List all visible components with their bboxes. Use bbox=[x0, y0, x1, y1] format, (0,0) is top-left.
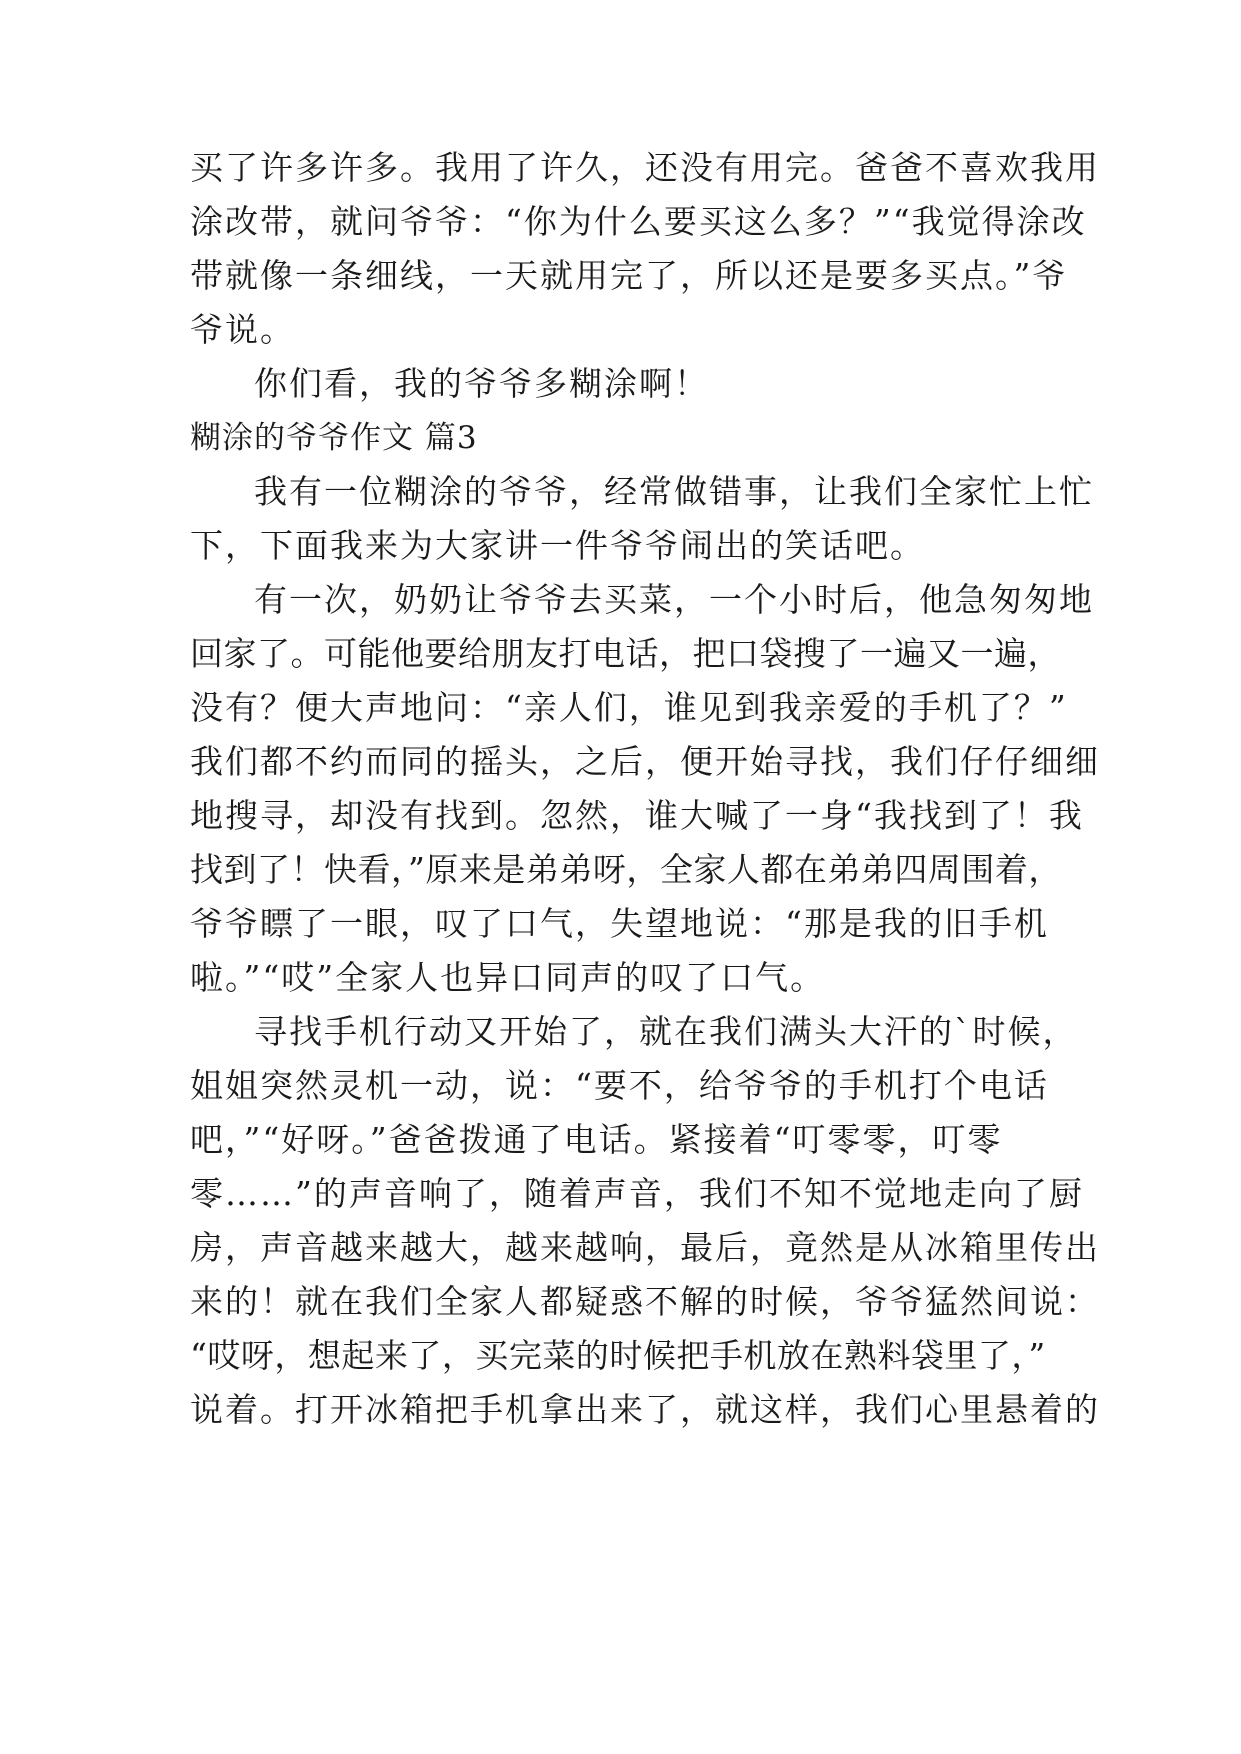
text-line: 爷爷瞟了一眼，叹了口气，失望地说：“那是我的旧手机 bbox=[190, 904, 1049, 943]
text-line: 地搜寻，却没有找到。忽然，谁大喊了一身“我找到了！我 bbox=[190, 796, 1084, 835]
text-line: 涂改带，就问爷爷：“你为什么要买这么多？”“我觉得涂改 bbox=[190, 202, 1087, 241]
text-line: 找到了！快看，”原来是弟弟呀，全家人都在弟弟四周围着， bbox=[190, 850, 1062, 889]
text-line: 你们看，我的爷爷多糊涂啊！ bbox=[254, 364, 709, 403]
text-line: 带就像一条细线，一天就用完了，所以还是要多买点。”爷 bbox=[190, 256, 1068, 295]
text-line: 房，声音越来越大，越来越响，最后，竟然是从冰箱里传出 bbox=[190, 1228, 1100, 1267]
text-line: 有一次，奶奶让爷爷去买菜，一个小时后，他急匆匆地 bbox=[254, 580, 1094, 619]
text-line: 买了许多许多。我用了许久，还没有用完。爸爸不喜欢我用 bbox=[190, 148, 1100, 187]
text-line: 寻找手机行动又开始了，就在我们满头大汗的`时候， bbox=[254, 1012, 1078, 1051]
text-line: 下，下面我来为大家讲一件爷爷闹出的笑话吧。 bbox=[190, 526, 925, 565]
text-line: “哎呀，想起来了，买完菜的时候把手机放在熟料袋里了，” bbox=[190, 1336, 1046, 1375]
text-line: 回家了。可能他要给朋友打电话，把口袋搜了一遍又一遍， bbox=[190, 634, 1061, 673]
text-line: 我有一位糊涂的爷爷，经常做错事，让我们全家忙上忙 bbox=[254, 472, 1094, 511]
text-line: 没有？便大声地问：“亲人们，谁见到我亲爱的手机了？” bbox=[190, 688, 1068, 727]
text-line: 来的！就在我们全家人都疑惑不解的时候，爷爷猛然间说： bbox=[190, 1282, 1100, 1321]
section-title: 糊涂的爷爷作文 篇3 bbox=[190, 420, 478, 456]
text-line: 啦。”“哎”全家人也异口同声的叹了口气。 bbox=[190, 958, 826, 997]
text-line: 我们都不约而同的摇头，之后，便开始寻找，我们仔仔细细 bbox=[190, 742, 1100, 781]
text-line: 说着。打开冰箱把手机拿出来了，就这样，我们心里悬着的 bbox=[190, 1390, 1100, 1429]
text-line: 零……”的声音响了，随着声音，我们不知不觉地走向了厨 bbox=[190, 1174, 1084, 1213]
text-line: 吧，”“好呀。”爸爸拨通了电话。紧接着“叮零零，叮零 bbox=[190, 1120, 1003, 1159]
text-line: 姐姐突然灵机一动，说：“要不，给爷爷的手机打个电话 bbox=[190, 1066, 1049, 1105]
text-line: 爷说。 bbox=[190, 310, 295, 349]
